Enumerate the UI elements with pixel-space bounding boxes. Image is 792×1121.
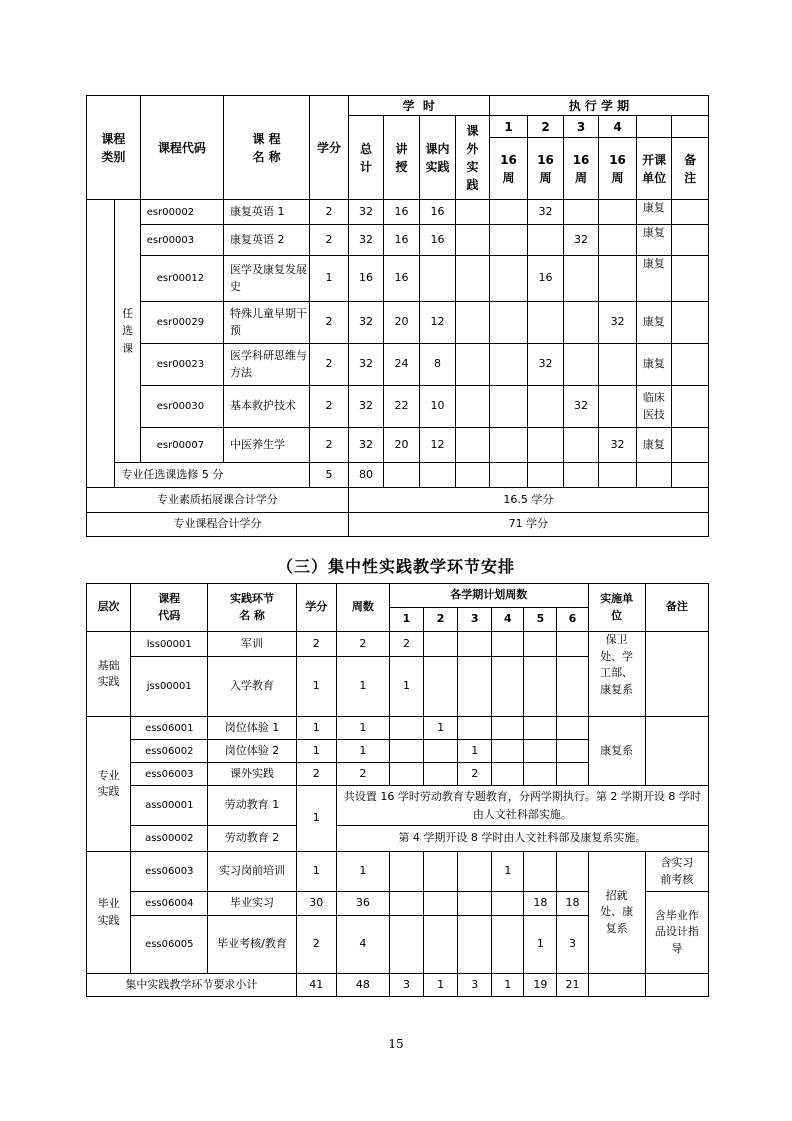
level-basic: 基础 实践	[87, 632, 131, 717]
dept: 康复	[636, 200, 672, 225]
term-4	[599, 200, 637, 225]
term-2	[528, 225, 564, 256]
header-term-4: 4	[599, 116, 637, 138]
total-term-3: 3	[458, 974, 492, 997]
practice-name: 岗位体验 2	[208, 740, 296, 763]
credit: 2	[310, 302, 349, 344]
term-3	[563, 256, 599, 302]
header-code: 课程代码	[140, 96, 223, 200]
header-term-6: 6	[557, 608, 588, 632]
level-pro: 专业 实践	[87, 717, 131, 852]
credit: 2	[310, 344, 349, 386]
term-1: 2	[389, 632, 423, 657]
out-practice-hours	[456, 256, 490, 302]
practice-code: ess06002	[131, 740, 208, 763]
total-hours: 16	[348, 256, 384, 302]
header-unit: 实施单 位	[588, 584, 645, 632]
term-4	[599, 386, 637, 428]
remark: 含毕业作 品设计指 导	[645, 892, 708, 974]
practice-code: ass00001	[131, 786, 208, 826]
course-code: esr00030	[140, 386, 223, 428]
total-label: 集中实践教学环节要求小计	[87, 974, 297, 997]
term-1	[489, 386, 528, 428]
header-weeks: 16 周	[563, 138, 599, 200]
header-term-1: 1	[389, 608, 423, 632]
labor-note: 第 4 学期开设 8 学时由人文社科部及康复系实施。	[336, 826, 708, 852]
total-term-1: 3	[389, 974, 423, 997]
summary-value: 16.5 学分	[348, 488, 708, 513]
term-3	[563, 200, 599, 225]
remark	[645, 632, 708, 657]
weeks: 4	[336, 916, 389, 974]
dept: 康复	[636, 428, 672, 463]
summary-row	[87, 488, 709, 513]
table-row	[87, 786, 709, 826]
dept: 临床医技	[636, 386, 672, 428]
course-name: 康复英语 1	[223, 200, 309, 225]
header-weeks: 16 周	[599, 138, 637, 200]
term-1: 1	[389, 657, 423, 717]
term-4	[599, 256, 637, 302]
header-total: 总 计	[348, 116, 384, 200]
header-weeks: 周数	[336, 584, 389, 632]
practice-code: ess06003	[131, 852, 208, 892]
total-hours: 32	[348, 302, 384, 344]
table-row	[87, 256, 709, 302]
header-link: 实践环节 名 称	[208, 584, 296, 632]
header-remark: 备 注	[672, 138, 709, 200]
header-credit: 学分	[310, 96, 349, 200]
term-1	[489, 302, 528, 344]
lecture-hours: 22	[384, 386, 420, 428]
practice-name: 军训	[208, 632, 296, 657]
in-practice-hours	[419, 256, 456, 302]
term-6: 3	[557, 916, 588, 974]
term-4: 32	[599, 302, 637, 344]
subtotal-label: 专业任选课选修 5 分	[115, 463, 310, 488]
lecture-hours: 24	[384, 344, 420, 386]
term-3: 32	[563, 225, 599, 256]
table-row	[87, 826, 709, 852]
total-term-6: 21	[557, 974, 588, 997]
term-4: 32	[599, 428, 637, 463]
term-5: 18	[524, 892, 557, 916]
out-practice-hours	[456, 302, 490, 344]
lecture-hours: 20	[384, 428, 420, 463]
practice-code: ess06005	[131, 916, 208, 974]
summary-value: 71 学分	[348, 513, 708, 537]
credit: 30	[296, 892, 336, 916]
table-row	[87, 225, 709, 256]
remark	[672, 344, 709, 386]
weeks: 1	[336, 852, 389, 892]
weeks: 1	[336, 740, 389, 763]
total-hours: 32	[348, 200, 384, 225]
header-blank	[636, 116, 672, 138]
credit: 2	[296, 916, 336, 974]
labor-credit: 1	[296, 786, 336, 852]
table-row	[87, 428, 709, 463]
weeks: 36	[336, 892, 389, 916]
total-row	[87, 974, 709, 997]
header-term-5: 5	[524, 608, 557, 632]
lecture-hours: 16	[384, 200, 420, 225]
term-1	[489, 200, 528, 225]
course-name: 医学科研思维与方法	[223, 344, 309, 386]
header-term-3: 3	[458, 608, 492, 632]
term-3	[563, 302, 599, 344]
credit: 2	[310, 428, 349, 463]
lecture-hours: 16	[384, 225, 420, 256]
in-practice-hours: 16	[419, 200, 456, 225]
header-weeks: 16 周	[489, 138, 528, 200]
remark	[672, 225, 709, 256]
total-weeks: 48	[336, 974, 389, 997]
practice-name: 劳动教育 1	[208, 786, 296, 826]
credit: 1	[296, 717, 336, 740]
header-code: 课程 代码	[131, 584, 208, 632]
credit: 1	[296, 740, 336, 763]
credit: 2	[296, 632, 336, 657]
unit-basic: 保卫 处、学 工部、 康复系	[588, 632, 645, 717]
table-row	[87, 632, 709, 657]
summary-row	[87, 513, 709, 537]
course-name: 基本救护技术	[223, 386, 309, 428]
header-term-1: 1	[489, 116, 528, 138]
table-row	[87, 386, 709, 428]
out-practice-hours	[456, 200, 490, 225]
in-practice-hours: 12	[419, 302, 456, 344]
in-practice-hours: 12	[419, 428, 456, 463]
course-name: 中医养生学	[223, 428, 309, 463]
credit: 2	[310, 386, 349, 428]
header-blank	[672, 116, 709, 138]
term-4	[599, 344, 637, 386]
course-code: esr00007	[140, 428, 223, 463]
subtotal-total: 80	[348, 463, 384, 488]
category-blank	[87, 200, 115, 488]
course-code: esr00002	[140, 200, 223, 225]
weeks: 2	[336, 763, 389, 786]
subtotal-row	[87, 463, 709, 488]
remark	[672, 386, 709, 428]
term-2: 32	[528, 344, 564, 386]
practice-name: 毕业考核/教育	[208, 916, 296, 974]
course-code: esr00003	[140, 225, 223, 256]
term-4: 1	[492, 852, 524, 892]
weeks: 1	[336, 717, 389, 740]
remark	[672, 200, 709, 225]
table-row	[87, 717, 709, 740]
header-term-2: 2	[424, 608, 458, 632]
summary-label: 专业课程合计学分	[87, 513, 349, 537]
in-practice-hours: 10	[419, 386, 456, 428]
term-2: 32	[528, 200, 564, 225]
subtotal-credit: 5	[310, 463, 349, 488]
total-hours: 32	[348, 344, 384, 386]
course-code: esr00023	[140, 344, 223, 386]
dept: 康复	[636, 256, 672, 302]
out-practice-hours	[456, 344, 490, 386]
header-term-3: 3	[563, 116, 599, 138]
course-name: 特殊儿童早期干预	[223, 302, 309, 344]
unit-grad: 招就 处、康 复系	[588, 852, 645, 974]
practice-code: ass00002	[131, 826, 208, 852]
term-2	[528, 302, 564, 344]
header-remark: 备注	[645, 584, 708, 632]
total-hours: 32	[348, 386, 384, 428]
header-lecture: 讲 授	[384, 116, 420, 200]
credit: 1	[310, 256, 349, 302]
dept: 康复	[636, 344, 672, 386]
total-term-2: 1	[424, 974, 458, 997]
table-row	[87, 852, 709, 892]
header-credit: 学分	[296, 584, 336, 632]
practice-name: 入学教育	[208, 657, 296, 717]
practice-name: 课外实践	[208, 763, 296, 786]
out-practice-hours	[456, 428, 490, 463]
credit: 2	[296, 763, 336, 786]
labor-note: 共设置 16 学时劳动教育专题教育，分两学期执行。第 2 学期开设 8 学时由人文社科部实施。	[336, 786, 708, 826]
practice-code: ess06004	[131, 892, 208, 916]
practice-code: ess06001	[131, 717, 208, 740]
total-hours: 32	[348, 428, 384, 463]
section-title: （三）集中性实践教学环节安排	[276, 557, 515, 576]
term-1	[489, 225, 528, 256]
term-2	[528, 428, 564, 463]
term-4	[599, 225, 637, 256]
page-number: 15	[388, 1037, 404, 1051]
practice-name: 实习岗前培训	[208, 852, 296, 892]
dept: 康复	[636, 225, 672, 256]
header-hours-group: 学 时	[348, 96, 489, 116]
header-level: 层次	[87, 584, 131, 632]
out-practice-hours	[456, 386, 490, 428]
remark	[672, 256, 709, 302]
elective-course-table	[86, 95, 709, 537]
practice-code: jss00001	[131, 657, 208, 717]
remark	[645, 717, 708, 786]
weeks: 2	[336, 632, 389, 657]
term-3: 1	[458, 740, 492, 763]
practice-code: ess06003	[131, 763, 208, 786]
header-plan: 各学期计划周数	[389, 584, 588, 608]
remark: 含实习 前考核	[645, 852, 708, 892]
summary-label: 专业素质拓展课合计学分	[87, 488, 349, 513]
course-code: esr00029	[140, 302, 223, 344]
term-2: 16	[528, 256, 564, 302]
practice-schedule-table	[86, 583, 709, 997]
group-label: 任 选 课	[115, 200, 140, 463]
term-1	[489, 256, 528, 302]
table-row	[87, 344, 709, 386]
term-3: 2	[458, 763, 492, 786]
credit: 2	[310, 225, 349, 256]
in-practice-hours: 8	[419, 344, 456, 386]
term-3: 32	[563, 386, 599, 428]
practice-name: 毕业实习	[208, 892, 296, 916]
header-category: 课程 类别	[87, 96, 141, 200]
weeks: 1	[336, 657, 389, 717]
header-exec-group: 执 行 学 期	[489, 96, 708, 116]
term-3	[563, 344, 599, 386]
remark	[672, 302, 709, 344]
header-term-2: 2	[528, 116, 564, 138]
header-dept: 开课 单位	[636, 138, 672, 200]
remark	[672, 428, 709, 463]
credit: 1	[296, 852, 336, 892]
table-row	[87, 200, 709, 225]
out-practice-hours	[456, 225, 490, 256]
course-code: esr00012	[140, 256, 223, 302]
remark	[645, 657, 708, 717]
term-2	[528, 386, 564, 428]
in-practice-hours: 16	[419, 225, 456, 256]
unit-pro: 康复系	[588, 717, 645, 786]
total-credit: 41	[296, 974, 336, 997]
practice-code: lss00001	[131, 632, 208, 657]
header-term-4: 4	[492, 608, 524, 632]
course-name: 医学及康复发展史	[223, 256, 309, 302]
dept: 康复	[636, 302, 672, 344]
lecture-hours: 20	[384, 302, 420, 344]
level-grad: 毕业 实践	[87, 852, 131, 974]
header-in-practice: 课内 实践	[419, 116, 456, 200]
table-row	[87, 302, 709, 344]
practice-name: 劳动教育 2	[208, 826, 296, 852]
course-name: 康复英语 2	[223, 225, 309, 256]
credit: 2	[310, 200, 349, 225]
header-name: 课 程 名 称	[223, 96, 309, 200]
total-term-5: 19	[524, 974, 557, 997]
term-1	[489, 428, 528, 463]
lecture-hours: 16	[384, 256, 420, 302]
term-5: 1	[524, 916, 557, 974]
term-3	[563, 428, 599, 463]
term-1	[489, 344, 528, 386]
practice-name: 岗位体验 1	[208, 717, 296, 740]
term-2: 1	[424, 717, 458, 740]
total-term-4: 1	[492, 974, 524, 997]
header-weeks: 16 周	[528, 138, 564, 200]
credit: 1	[296, 657, 336, 717]
total-hours: 32	[348, 225, 384, 256]
term-6: 18	[557, 892, 588, 916]
header-out-practice: 课 外 实 践	[456, 116, 490, 200]
